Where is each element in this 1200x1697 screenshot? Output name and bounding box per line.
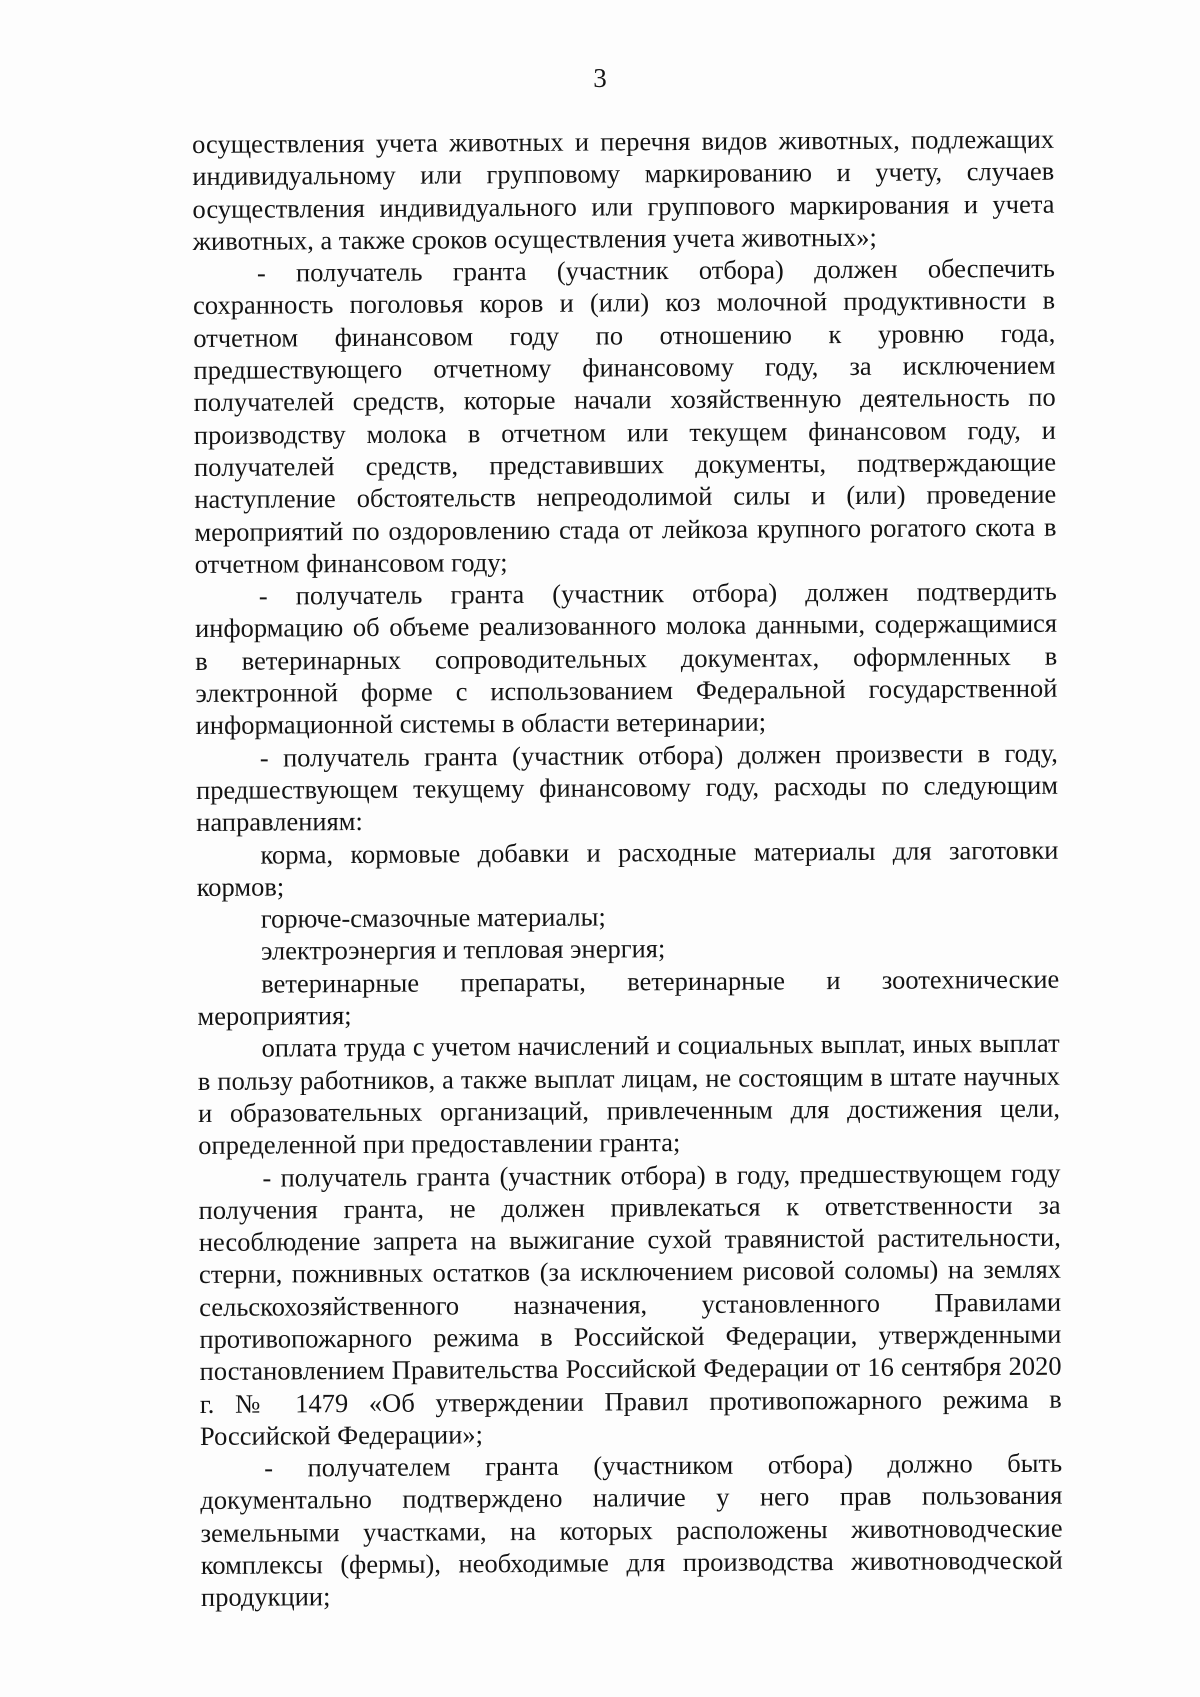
paragraph-expense-energy: электроэнергия и тепловая энергия;: [260, 933, 666, 967]
document-body: [192, 123, 1063, 1614]
page-number: 3: [593, 63, 607, 93]
paragraph-expense-labor: оплата труда с учетом начислений и социальных выплат, иных выплат в пользу работников, а также выплат лицам, не состоящим в штате научных и образовательных организаций, привлеченным для достижения цели, определенной при предоставлении гранта;: [197, 1028, 1061, 1161]
paragraph-expenses-intro: - получатель гранта (участник отбора) должен произвести в году, предшествующем текущему финансовому году, расходы по следующим направлениям:: [195, 737, 1059, 838]
paragraph-expense-feed: корма, кормовые добавки и расходные материалы для заготовки кормов;: [196, 834, 1059, 902]
paragraph-land-rights: - получателем гранта (участником отбора) должно быть документально подтверждено наличие у него прав пользования земельными участками, на которых расположены животноводческие комплексы (фермы), необходимые для производства животноводческой продукции;: [200, 1447, 1063, 1613]
paragraph-expense-veterinary: ветеринарные препараты, ветеринарные и зоотехнические мероприятия;: [197, 963, 1060, 1031]
paragraph-herd-preservation: - получатель гранта (участник отбора) должен обеспечить сохранность поголовья коров и (или) коз молочной продуктивности в отчетном финансовом году по отношению к уровню года, предшествующего отчетному финансовому году, за исключением получателей средств, которые начали хозяйственную деятельность по производству молока в отчетном или текущем финансовом году, и получателей средств, представивших документы, подтверждающие наступление обстоятельств непреодолимой силы и (или) проведение мероприятий по оздоровлению стада от лейкоза крупного рогатого скота в отчетном финансовом году;: [192, 252, 1057, 579]
paragraph-fire-safety: - получатель гранта (участник отбора) в году, предшествующем году получения гранта, не должен привлекаться к ответственности за несоблюдение запрета на выжигание сухой травянистой растительности, стерни, пожнивных остатков (за исключением рисовой соломы) на землях сельскохозяйственного назначения, установленного Правилами противопожарного режима в Российской Федерации, утвержденными постановлением Правительства Российской Федерации от 16 сентября 2020 г. № 1479 «Об утверждении Правил противопожарного режима в Российской Федерации»;: [198, 1157, 1062, 1451]
paragraph-continuation: осуществления учета животных и перечня видов животных, подлежащих индивидуальному или групповому маркированию и учету, случаев осуществления индивидуального или группового маркирования и учета животных, а также сроков осуществления учета животных»;: [192, 123, 1055, 256]
paragraph-expense-fuel: горюче-смазочные материалы;: [260, 901, 606, 934]
paragraph-milk-volume-confirmation: - получатель гранта (участник отбора) должен подтвердить информацию об объеме реализованного молока данными, содержащимися в ветеринарных сопроводительных документах, оформленных в электронной форме с использованием Федеральной государственной информационной системы в области ветеринарии;: [194, 575, 1058, 741]
